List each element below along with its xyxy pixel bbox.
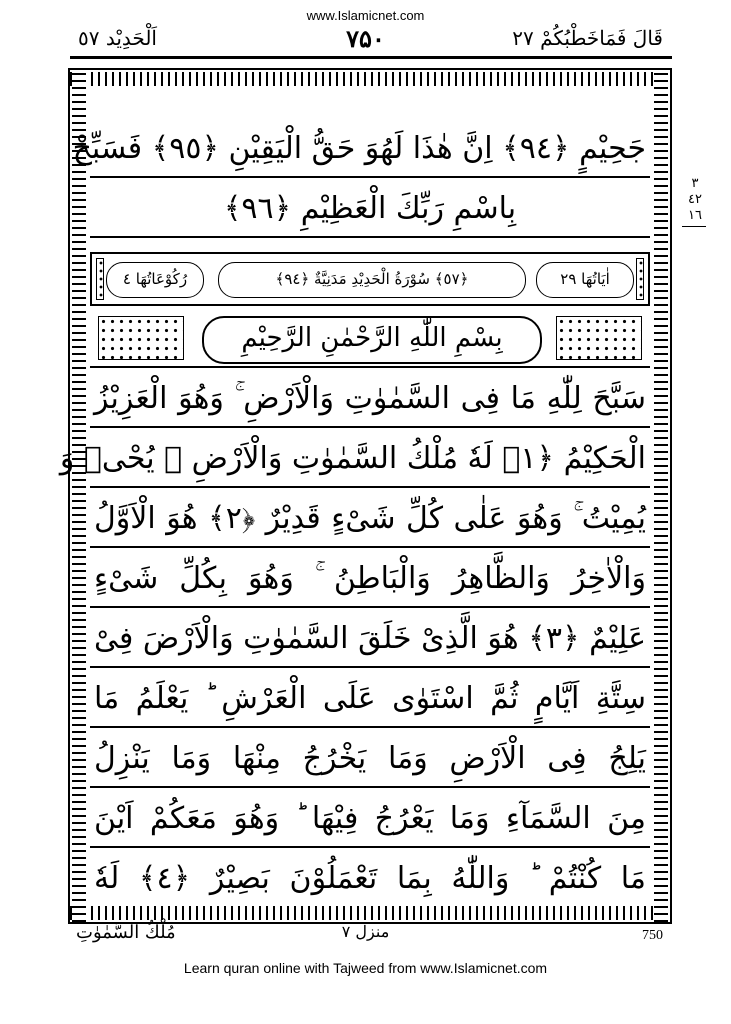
- verse-line-5: عَلِیْمٌ ﴿٣﴾ هُوَ الَّذِیْ خَلَقَ السَّمٰوٰتِ وَالْاَرْضَ فِیْ: [90, 610, 650, 668]
- verse-line-3: یُمِیْتُ ۚ وَهُوَ عَلٰى كُلِّ شَیْءٍ قَدِیْرٌ ﴿٢﴾ هُوَ الْاَوَّلُ: [90, 490, 650, 548]
- site-url: www.Islamicnet.com: [306, 8, 425, 23]
- ornament-left: [96, 258, 104, 300]
- verse-line-2: الْحَكِیْمُ ﴿١﴾ لَهٗ مُلْكُ السَّمٰوٰتِ وَالْاَرْضِ ۚ یُحْیٖ وَ: [90, 430, 650, 488]
- frame-border-right: [654, 70, 668, 922]
- ornament-right: [636, 258, 644, 300]
- juz-name: قَالَ فَمَاخَطْبُکُمْ ٢٧: [512, 26, 663, 50]
- verse-line-1: سَبَّحَ لِلّٰهِ مَا فِی السَّمٰوٰتِ وَالْاَرْضِ ۚ وَهُوَ الْعَزِیْزُ: [90, 370, 650, 428]
- ruku-count: رُكُوْعَاتُهَا ٤: [106, 262, 204, 298]
- bismillah: بِسْمِ اللّٰهِ الرَّحْمٰنِ الرَّحِیْمِ: [202, 316, 542, 364]
- frame-border-left: [72, 70, 86, 922]
- header-rule: [70, 56, 672, 59]
- manzil-marker: منزل ٧: [341, 922, 390, 941]
- bismillah-ornament-right: [556, 316, 642, 360]
- verse-line-8: مِنَ السَّمَآءِ وَمَا یَعْرُجُ فِیْهَا ؕ وَهُوَ مَعَكُمْ اَیْنَ: [90, 790, 650, 848]
- ruku-marker: [684, 176, 706, 224]
- page-number: 750: [642, 928, 663, 943]
- ruku-marker-1: ٣: [691, 176, 699, 191]
- text-line-1: جَحِیْمٍ ﴿٩٤﴾ اِنَّ هٰذَا لَهُوَ حَقُّ الْیَقِیْنِ ﴿٩٥﴾ فَسَبِّحْ: [90, 120, 650, 178]
- verse-line-7: یَلِجُ فِی الْاَرْضِ وَمَا یَخْرُجُ مِنْهَا وَمَا یَنْزِلُ: [90, 730, 650, 788]
- bismillah-ornament-left: [98, 316, 184, 360]
- surah-title: ﴿٥٧﴾ سُوْرَةُ الْحَدِيْدِ مَدَنِيَّةٌ ﴿٩٤﴾: [218, 262, 526, 298]
- text-line-2: بِاسْمِ رَبِّكَ الْعَظِیْمِ ﴿٩٦﴾: [90, 180, 650, 238]
- ayat-count: اٰيَاتُهَا ٢٩: [536, 262, 634, 298]
- next-page-catchword: مُلْكُ السَّمٰوٰتِ: [76, 922, 176, 943]
- ruku-marker-3: ١٦: [688, 208, 702, 223]
- surah-header-panel: [90, 252, 650, 306]
- page-number-arabic: ٧۵٠: [346, 24, 385, 53]
- verse-line-9: مَا كُنْتُمْ ؕ وَاللّٰهُ بِمَا تَعْمَلُوْنَ بَصِیْرٌ ﴿٤﴾ لَهٗ: [94, 861, 646, 896]
- surah-name-header: اَلْحَدِيْد ٥٧: [78, 26, 157, 50]
- verse-line-6: سِتَّةِ اَیَّامٍ ثُمَّ اسْتَوٰى عَلَى الْعَرْشِ ؕ یَعْلَمُ مَا: [90, 670, 650, 728]
- verse-line-4: وَالْاٰخِرُ وَالظَّاهِرُ وَالْبَاطِنُ ۚ وَهُوَ بِكُلِّ شَیْءٍ: [90, 550, 650, 608]
- ruku-marker-rule: [682, 226, 706, 227]
- frame-border-bottom: [70, 906, 670, 920]
- footer-link-text: Learn quran online with Tajweed from www.Islamicnet.com: [183, 960, 548, 976]
- bismillah-panel: [90, 310, 650, 368]
- frame-border-top: [70, 72, 670, 86]
- ruku-marker-2: ٤٢: [688, 192, 702, 207]
